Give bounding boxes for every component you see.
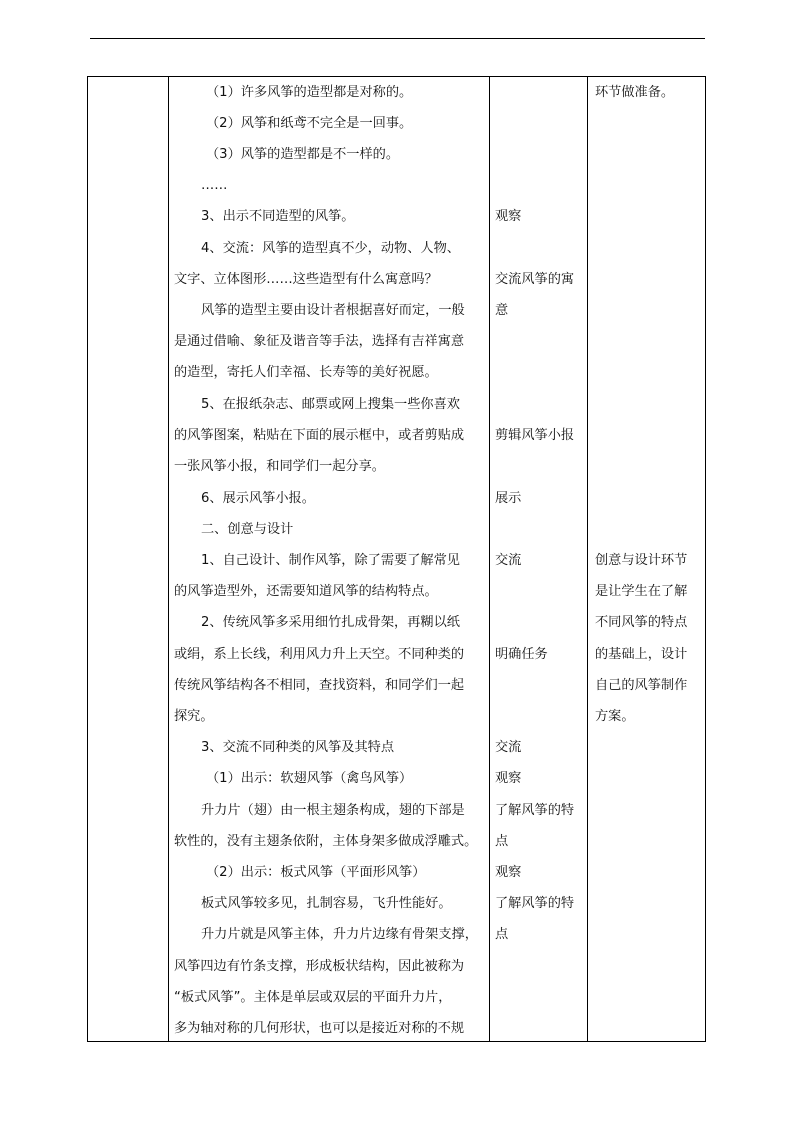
text-line: 意 [495,303,509,318]
text-line: 的基础上，设计 [595,647,688,662]
text-line: 升力片就是风筝主体，升力片边缘有骨架支撑， [201,927,478,942]
text-line: 风筝的造型主要由设计者根据喜好而定，一般 [201,303,465,318]
text-line: 多为轴对称的几何形状，也可以是接近对称的不规 [174,1021,465,1036]
text-line: 5、在报纸杂志、邮票或网上搜集一些你喜欢 [201,397,460,412]
text-line: （1）许多风筝的造型都是对称的。 [206,85,413,100]
text-line: 的风筝造型外，还需要知道风筝的结构特点。 [174,584,438,599]
text-line: …… [201,178,228,193]
text-line: 3、交流不同种类的风筝及其特点 [201,740,395,755]
text-line: 自己的风筝制作 [595,678,688,693]
text-line: 点 [495,834,509,849]
text-line: 3、出示不同造型的风筝。 [201,209,355,224]
text-line: 交流 [495,740,522,755]
text-line: 文字、立体图形……这些造型有什么寓意吗？ [174,272,438,287]
text-line: 的风筝图案，粘贴在下面的展示框中，或者剪贴成 [174,428,465,443]
text-line: 环节做准备。 [595,85,675,100]
text-line: 不同风筝的特点 [595,615,688,630]
text-line: 观察 [495,771,522,786]
header-rule [90,38,705,39]
text-line: 传统风筝结构各不相同，查找资料，和同学们一起 [174,678,465,693]
text-line: （1）出示：软翅风筝（禽鸟风筝） [206,771,413,786]
text-line: 一张风筝小报，和同学们一起分享。 [174,459,385,474]
column-divider [168,77,169,1041]
column-divider [489,77,490,1041]
text-line: 明确任务 [495,647,548,662]
text-line: （3）风筝的造型都是不一样的。 [206,147,400,162]
text-line: 的造型，寄托人们幸福、长寿等的美好祝愿。 [174,365,438,380]
text-line: 软性的，没有主翅条依附，主体身架多做成浮雕式。 [174,834,478,849]
column-divider [587,77,588,1041]
text-line: （2）出示：板式风筝（平面形风筝） [206,865,426,880]
text-line: 交流风筝的寓 [495,272,575,287]
text-line: 4、交流：风筝的造型真不少，动物、人物、 [201,241,460,256]
text-line: 升力片（翅）由一根主翅条构成，翅的下部是 [201,803,465,818]
text-line: 1、自己设计、制作风筝，除了需要了解常见 [201,553,460,568]
text-line: 二、创意与设计 [201,522,294,537]
text-line: 点 [495,927,509,942]
text-line: 观察 [495,209,522,224]
text-line: 风筝四边有竹条支撑，形成板状结构，因此被称为 [174,959,465,974]
text-line: 是通过借喻、象征及谐音等手法，选择有吉祥寓意 [174,334,465,349]
text-line: 了解风筝的特 [495,803,575,818]
text-line: 剪辑风筝小报 [495,428,575,443]
lesson-table [87,76,706,1042]
text-line: 是让学生在了解 [595,584,688,599]
text-line: 探究。 [174,709,214,724]
text-line: 2、传统风筝多采用细竹扎成骨架，再糊以纸 [201,615,460,630]
text-line: 展示 [495,491,522,506]
text-line: 交流 [495,553,522,568]
text-line: 创意与设计环节 [595,553,688,568]
text-line: 板式风筝较多见，扎制容易，飞升性能好。 [201,896,452,911]
text-line: 观察 [495,865,522,880]
text-line: “板式风筝”。主体是单层或双层的平面升力片， [174,990,452,1005]
text-line: （2）风筝和纸鸢不完全是一回事。 [206,116,413,131]
text-line: 6、展示风筝小报。 [201,491,315,506]
text-line: 了解风筝的特 [495,896,575,911]
text-line: 或绢，系上长线，利用风力升上天空。不同种类的 [174,647,465,662]
text-line: 方案。 [595,709,635,724]
